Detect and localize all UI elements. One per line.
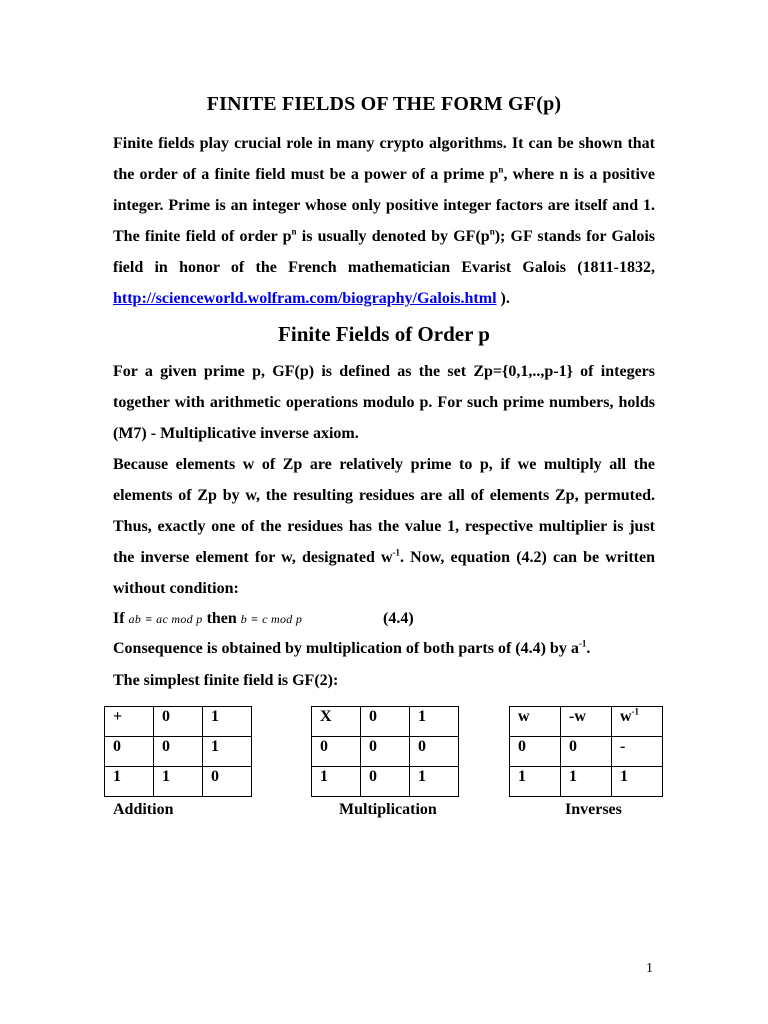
header-w: w — [620, 708, 632, 725]
intro-text-1: Finite fields play crucial role in many crypto algorithms. It can be shown that the order of a finite field must be a power of a prime p — [113, 135, 655, 183]
table-cell: 1 — [105, 767, 154, 797]
table-cell: 1 — [203, 707, 252, 737]
table-cell: 0 — [312, 737, 361, 767]
multiplication-table — [311, 706, 459, 797]
simplest-field-line: The simplest finite field is GF(2): — [113, 672, 339, 689]
table-row — [510, 737, 663, 767]
intro-text-3: is usually denoted by GF(p — [296, 228, 490, 245]
table-row — [312, 737, 459, 767]
superscript-minus-one: -1 — [578, 638, 587, 649]
page-number: 1 — [646, 961, 653, 976]
table-cell: 1 — [510, 767, 561, 797]
galois-biography-link[interactable]: http://scienceworld.wolfram.com/biography/Galois.html — [113, 290, 497, 307]
table-row — [312, 767, 459, 797]
multiplication-caption: Multiplication — [339, 801, 437, 818]
consequence-text-1: Consequence is obtained by multiplication of both parts of (4.4) by a — [113, 640, 579, 657]
table-cell: 0 — [105, 737, 154, 767]
equation-b-c: b ≡ c mod p — [240, 612, 303, 626]
table-cell: 0 — [361, 737, 410, 767]
table-cell: 1 — [410, 707, 459, 737]
table-cell: 0 — [361, 767, 410, 797]
addition-caption: Addition — [113, 801, 174, 818]
addition-table — [104, 706, 252, 797]
table-row — [312, 707, 459, 737]
intro-text-2: , where n is a positive integer. Prime is an integer whose only positive integer factors are itself and 1. The finite field of order p — [113, 166, 656, 245]
intro-text-4: ); GF stands for Galois field in honor of the French mathematician Evarist Galois (1811-1832, — [113, 228, 656, 276]
table-cell — [612, 707, 663, 737]
table-row — [105, 767, 252, 797]
table-cell: X — [312, 707, 361, 737]
table-cell: 0 — [361, 707, 410, 737]
equation-ab-ac: ab ≡ ac mod p — [128, 612, 203, 626]
table-cell: - — [612, 737, 663, 767]
superscript-n: n — [291, 226, 297, 237]
table-cell: 0 — [203, 767, 252, 797]
inverse-text-2: . Now, equation (4.2) can be written without condition: — [113, 549, 655, 597]
intro-paragraph — [113, 128, 655, 314]
superscript-minus-one: -1 — [631, 706, 640, 717]
table-cell: 1 — [561, 767, 612, 797]
table-row — [510, 707, 663, 737]
table-row — [510, 767, 663, 797]
inverse-text-1: Because elements w of Zp are relatively prime to p, if we multiply all the elements of Zp by w, the resulting residues are all of elements Zp, permuted. Thus, exactly one of the residues has the value 1, respective multiplier is just the inverse element for w, designated w — [113, 456, 655, 566]
equation-number: (4.4) — [383, 610, 414, 627]
table-cell: 0 — [510, 737, 561, 767]
table-cell: 1 — [154, 767, 203, 797]
table-row — [105, 707, 252, 737]
table-cell: 0 — [154, 707, 203, 737]
table-cell: 1 — [410, 767, 459, 797]
table-cell: 1 — [203, 737, 252, 767]
then-word: then — [206, 610, 237, 627]
inverses-caption: Inverses — [565, 801, 622, 818]
table-cell: 0 — [561, 737, 612, 767]
table-cell: 0 — [410, 737, 459, 767]
table-cell: + — [105, 707, 154, 737]
table-cell: -w — [561, 707, 612, 737]
table-cell: w — [510, 707, 561, 737]
consequence-text-2: . — [586, 640, 591, 657]
intro-text-5: ). — [496, 290, 510, 307]
superscript-n: n — [498, 164, 504, 175]
superscript-n: n — [489, 226, 495, 237]
consequence-line — [113, 640, 590, 658]
gfp-definition-paragraph: For a given prime p, GF(p) is defined as the set Zp={0,1,..,p-1} of integers together with arithmetic operations modulo p. For such prime numbers, holds (M7) - Multiplicative inverse axiom. — [113, 363, 655, 442]
superscript-minus-one: -1 — [392, 547, 401, 558]
page-title: FINITE FIELDS OF THE FORM GF(p) — [206, 93, 562, 115]
equation-line — [113, 610, 306, 628]
table-cell: 1 — [312, 767, 361, 797]
inverses-table — [509, 706, 663, 797]
inverse-paragraph — [113, 449, 655, 604]
if-word: If — [113, 610, 125, 627]
table-cell: 0 — [154, 737, 203, 767]
table-row — [105, 737, 252, 767]
table-cell: 1 — [612, 767, 663, 797]
section-heading: Finite Fields of Order p — [278, 322, 490, 346]
